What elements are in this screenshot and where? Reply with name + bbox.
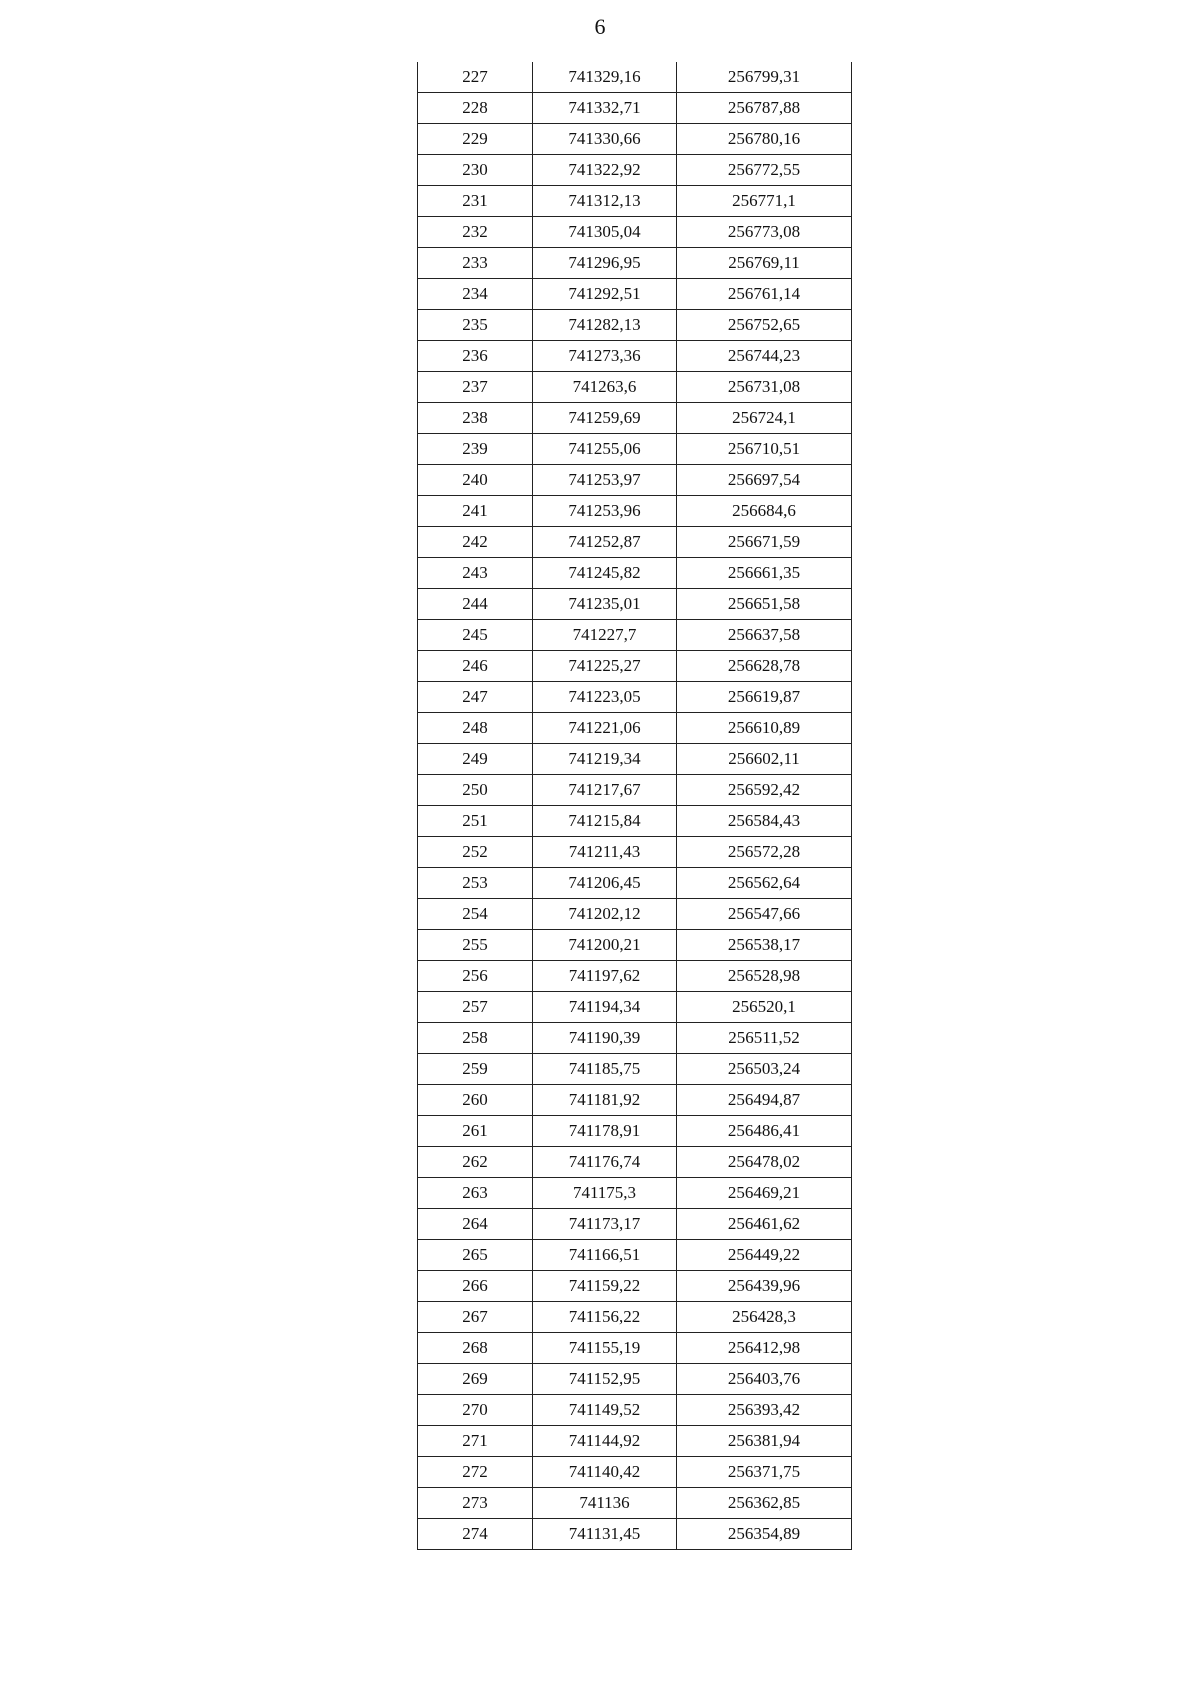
x-coordinate-cell: 741217,67 [533, 775, 677, 806]
table-row [418, 806, 852, 837]
x-coordinate-cell: 741219,34 [533, 744, 677, 775]
table-row [418, 930, 852, 961]
x-coordinate-cell: 741312,13 [533, 186, 677, 217]
point-number-cell: 247 [418, 682, 533, 713]
table-row [418, 372, 852, 403]
table-row [418, 1209, 852, 1240]
x-coordinate-cell: 741176,74 [533, 1147, 677, 1178]
y-coordinate-cell: 256354,89 [727, 1524, 801, 1543]
point-number-cell: 249 [418, 744, 533, 775]
point-number-cell: 258 [418, 1023, 533, 1054]
table-row [418, 527, 852, 558]
x-coordinate-cell: 741223,05 [533, 682, 677, 713]
y-coordinate-cell: 256403,76 [677, 1364, 852, 1395]
x-coordinate-cell: 741322,92 [533, 155, 677, 186]
x-coordinate-cell: 741263,6 [533, 372, 677, 403]
point-number-cell: 240 [418, 465, 533, 496]
x-coordinate-cell: 741200,21 [533, 930, 677, 961]
coordinates-table-body [418, 62, 852, 1550]
table-row [418, 1519, 852, 1550]
point-number-cell: 250 [418, 775, 533, 806]
point-number-cell: 252 [418, 837, 533, 868]
table-row [418, 1457, 852, 1488]
y-coordinate-cell: 256494,87 [677, 1085, 852, 1116]
point-number-cell: 237 [418, 372, 533, 403]
table-row [418, 1395, 852, 1426]
point-number-cell: 265 [418, 1240, 533, 1271]
x-coordinate-cell: 741136 [533, 1488, 677, 1519]
table-row [418, 744, 852, 775]
x-coordinate-cell: 741144,92 [533, 1426, 677, 1457]
x-coordinate-cell: 741253,96 [533, 496, 677, 527]
point-number-cell: 255 [418, 930, 533, 961]
table-row [418, 1488, 852, 1519]
table-row [418, 93, 852, 124]
point-number-cell: 261 [418, 1116, 533, 1147]
x-coordinate-cell: 741215,84 [533, 806, 677, 837]
table-row [418, 434, 852, 465]
point-number-cell: 231 [418, 186, 533, 217]
table-row [418, 155, 852, 186]
table-row [418, 868, 852, 899]
y-coordinate-cell: 256628,78 [677, 651, 852, 682]
y-coordinate-cell: 256562,64 [677, 868, 852, 899]
y-coordinate-cell: 256503,24 [677, 1054, 852, 1085]
table-row [418, 589, 852, 620]
y-coordinate-cell: 256671,59 [677, 527, 852, 558]
table-row [418, 217, 852, 248]
point-number-cell: 239 [418, 434, 533, 465]
y-coordinate-cell: 256651,58 [677, 589, 852, 620]
point-number-cell: 234 [418, 279, 533, 310]
point-number-cell: 260 [418, 1085, 533, 1116]
x-coordinate-cell: 741252,87 [533, 527, 677, 558]
point-number-cell: 254 [418, 899, 533, 930]
x-coordinate-cell: 741292,51 [533, 279, 677, 310]
y-coordinate-cell: 256449,22 [677, 1240, 852, 1271]
point-number-cell: 235 [418, 310, 533, 341]
table-row [418, 341, 852, 372]
x-coordinate-cell: 741330,66 [533, 124, 677, 155]
point-number-cell: 263 [418, 1178, 533, 1209]
point-number-cell: 236 [418, 341, 533, 372]
point-number-cell: 256 [418, 961, 533, 992]
x-coordinate-cell: 741194,34 [533, 992, 677, 1023]
table-row [418, 62, 852, 93]
point-number-cell: 264 [418, 1209, 533, 1240]
x-coordinate-cell: 741197,62 [533, 961, 677, 992]
table-row [418, 651, 852, 682]
y-coordinate-cell: 256428,3 [677, 1302, 852, 1333]
point-number-cell: 267 [418, 1302, 533, 1333]
point-number-cell: 233 [418, 248, 533, 279]
x-coordinate-cell: 741159,22 [533, 1271, 677, 1302]
point-number-cell: 262 [418, 1147, 533, 1178]
y-coordinate-cell: 256772,55 [677, 155, 852, 186]
point-number-cell: 271 [418, 1426, 533, 1457]
x-coordinate-cell: 741152,95 [533, 1364, 677, 1395]
y-coordinate-cell: 256547,66 [677, 899, 852, 930]
y-coordinate-cell: 256769,11 [677, 248, 852, 279]
y-coordinate-cell: 256371,75 [677, 1457, 852, 1488]
y-coordinate-cell: 256780,16 [677, 124, 852, 155]
table-row [418, 1085, 852, 1116]
point-number-cell: 246 [418, 651, 533, 682]
point-number-cell: 245 [418, 620, 533, 651]
table-row [418, 713, 852, 744]
point-number-cell: 230 [418, 155, 533, 186]
y-coordinate-cell: 256661,35 [677, 558, 852, 589]
y-coordinate-cell: 256592,42 [677, 775, 852, 806]
point-number-cell: 228 [418, 93, 533, 124]
y-coordinate-cell: 256710,51 [677, 434, 852, 465]
y-coordinate-cell: 256752,65 [677, 310, 852, 341]
x-coordinate-cell: 741173,17 [533, 1209, 677, 1240]
y-coordinate-cell: 256393,42 [677, 1395, 852, 1426]
table-row [418, 682, 852, 713]
table-row [418, 1271, 852, 1302]
point-number-cell: 244 [418, 589, 533, 620]
y-coordinate-cell: 256771,1 [677, 186, 852, 217]
y-coordinate-cell: 256684,6 [677, 496, 852, 527]
table-row [418, 992, 852, 1023]
y-coordinate-cell: 256799,31 [677, 62, 852, 93]
point-number-cell: 257 [418, 992, 533, 1023]
point-number-cell: 227 [418, 62, 533, 93]
x-coordinate-cell: 741155,19 [533, 1333, 677, 1364]
point-number-cell: 251 [418, 806, 533, 837]
table-row [418, 1302, 852, 1333]
y-coordinate-cell: 256584,43 [677, 806, 852, 837]
coordinates-table [417, 62, 852, 1550]
y-coordinate-cell: 256761,14 [677, 279, 852, 310]
table-row [418, 620, 852, 651]
table-row [418, 403, 852, 434]
point-number-cell: 269 [418, 1364, 533, 1395]
point-number-cell: 241 [418, 496, 533, 527]
y-coordinate-cell: 256773,08 [677, 217, 852, 248]
y-coordinate-cell: 256520,1 [677, 992, 852, 1023]
point-number-cell: 229 [418, 124, 533, 155]
table-row [418, 1364, 852, 1395]
x-coordinate-cell: 741253,97 [533, 465, 677, 496]
y-coordinate-cell: 256724,1 [677, 403, 852, 434]
table-row [418, 496, 852, 527]
x-coordinate-cell: 741259,69 [533, 403, 677, 434]
point-number-cell: 248 [418, 713, 533, 744]
table-row [418, 248, 852, 279]
y-coordinate-cell: 256697,54 [677, 465, 852, 496]
table-row [418, 1023, 852, 1054]
table-row [418, 1426, 852, 1457]
table-row [418, 1147, 852, 1178]
table-row [418, 1240, 852, 1271]
x-coordinate-cell: 741181,92 [533, 1085, 677, 1116]
table-row [418, 775, 852, 806]
y-coordinate-cell: 256787,88 [677, 93, 852, 124]
x-coordinate-cell: 741140,42 [533, 1457, 677, 1488]
x-coordinate-cell: 741190,39 [533, 1023, 677, 1054]
x-coordinate-cell: 741255,06 [533, 434, 677, 465]
point-number-cell: 232 [418, 217, 533, 248]
y-coordinate-cell: 256744,23 [677, 341, 852, 372]
x-coordinate-cell: 741206,45 [533, 868, 677, 899]
x-coordinate-cell: 741235,01 [533, 589, 677, 620]
table-row [418, 1054, 852, 1085]
y-coordinate-cell: 256637,58 [677, 620, 852, 651]
y-coordinate-cell: 256619,87 [677, 682, 852, 713]
point-number-cell: 238 [418, 403, 533, 434]
point-number-cell: 253 [418, 868, 533, 899]
table-row [418, 1178, 852, 1209]
y-coordinate-cell: 256439,96 [677, 1271, 852, 1302]
x-coordinate-cell: 741202,12 [533, 899, 677, 930]
y-coordinate-cell: 256528,98 [677, 961, 852, 992]
x-coordinate-cell: 741221,06 [533, 713, 677, 744]
point-number-cell: 274 [418, 1519, 533, 1550]
point-number-cell: 272 [418, 1457, 533, 1488]
point-number-cell: 266 [418, 1271, 533, 1302]
y-coordinate-cell: 256461,62 [677, 1209, 852, 1240]
y-coordinate-cell: 256381,94 [677, 1426, 852, 1457]
x-coordinate-cell: 741178,91 [533, 1116, 677, 1147]
table-row [418, 279, 852, 310]
table-row [418, 899, 852, 930]
table-row [418, 558, 852, 589]
x-coordinate-cell: 741225,27 [533, 651, 677, 682]
point-number-cell: 268 [418, 1333, 533, 1364]
y-coordinate-cell: 256572,28 [677, 837, 852, 868]
point-number-cell: 259 [418, 1054, 533, 1085]
point-number-cell: 242 [418, 527, 533, 558]
y-coordinate-cell: 256731,08 [677, 372, 852, 403]
y-coordinate-cell: 256469,21 [677, 1178, 852, 1209]
y-coordinate-cell: 256511,52 [677, 1023, 852, 1054]
table-row [418, 961, 852, 992]
point-number-cell: 270 [418, 1395, 533, 1426]
x-coordinate-cell: 741332,71 [533, 93, 677, 124]
x-coordinate-cell: 741245,82 [533, 558, 677, 589]
table-row [418, 124, 852, 155]
x-coordinate-cell: 741156,22 [533, 1302, 677, 1333]
y-coordinate-cell: 256412,98 [677, 1333, 852, 1364]
table-row [418, 465, 852, 496]
table-row [418, 1116, 852, 1147]
x-coordinate-cell: 741227,7 [533, 620, 677, 651]
table-row [418, 1333, 852, 1364]
y-coordinate-cell: 256602,11 [677, 744, 852, 775]
table-row [418, 310, 852, 341]
x-coordinate-cell: 741131,45 [533, 1519, 677, 1550]
x-coordinate-cell: 741296,95 [533, 248, 677, 279]
x-coordinate-cell: 741305,04 [533, 217, 677, 248]
table-row [418, 186, 852, 217]
x-coordinate-cell: 741273,36 [533, 341, 677, 372]
x-coordinate-cell: 741329,16 [533, 62, 677, 93]
x-coordinate-cell: 741175,3 [533, 1178, 677, 1209]
page-number: 6 [594, 14, 606, 39]
y-coordinate-cell: 256478,02 [677, 1147, 852, 1178]
y-coordinate-cell: 256538,17 [677, 930, 852, 961]
x-coordinate-cell: 741149,52 [533, 1395, 677, 1426]
y-coordinate-cell: 256486,41 [677, 1116, 852, 1147]
x-coordinate-cell: 741185,75 [533, 1054, 677, 1085]
x-coordinate-cell: 741211,43 [533, 837, 677, 868]
y-coordinate-cell: 256362,85 [677, 1488, 852, 1519]
point-number-cell: 273 [418, 1488, 533, 1519]
point-number-cell: 243 [418, 558, 533, 589]
x-coordinate-cell: 741166,51 [533, 1240, 677, 1271]
table-row [418, 837, 852, 868]
y-coordinate-cell: 256610,89 [677, 713, 852, 744]
x-coordinate-cell: 741282,13 [533, 310, 677, 341]
